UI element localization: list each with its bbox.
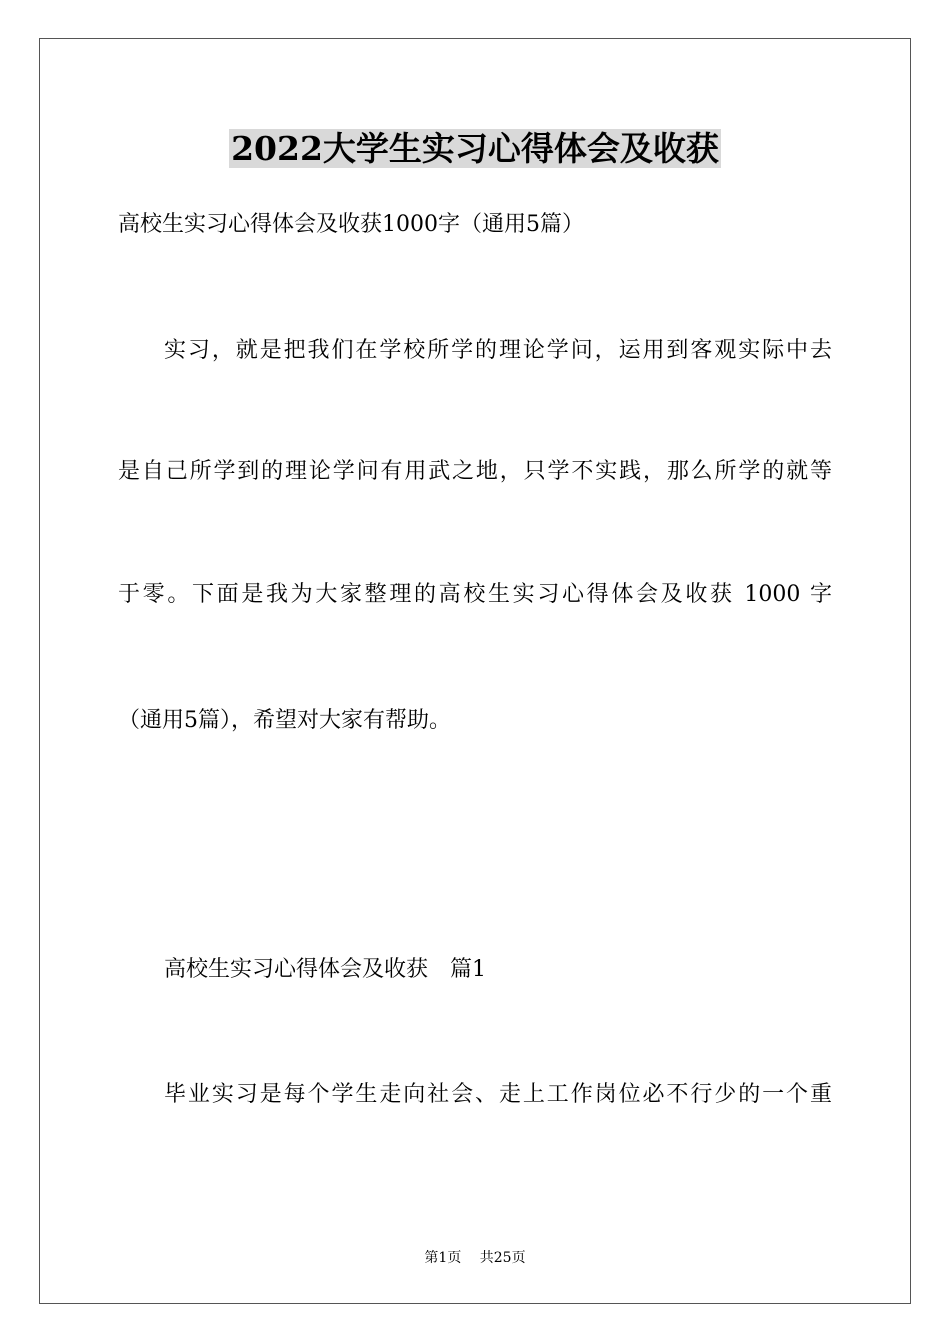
document-subtitle: 高校生实习心得体会及收获1000字（通用5篇） [118,212,584,237]
paragraph-line: 毕业实习是每个学生走向社会、走上工作岗位必不行少的一个重 [164,1082,832,1107]
document-title [0,127,950,171]
document-title-text: 2022大学生实习心得体会及收获 [231,129,719,168]
paragraph-line: 于零。下面是我为大家整理的高校生实习心得体会及收获 1000 字 [118,582,832,607]
page-footer: 第1页 共25页 [424,1250,526,1266]
section-heading: 高校生实习心得体会及收获 篇1 [164,957,486,982]
paragraph-line: （通用5篇），希望对大家有帮助。 [118,708,451,733]
paragraph-line: 实习，就是把我们在学校所学的理论学问，运用到客观实际中去 [164,338,832,363]
paragraph-line: 是自己所学到的理论学问有用武之地，只学不实践，那么所学的就等 [118,459,832,484]
